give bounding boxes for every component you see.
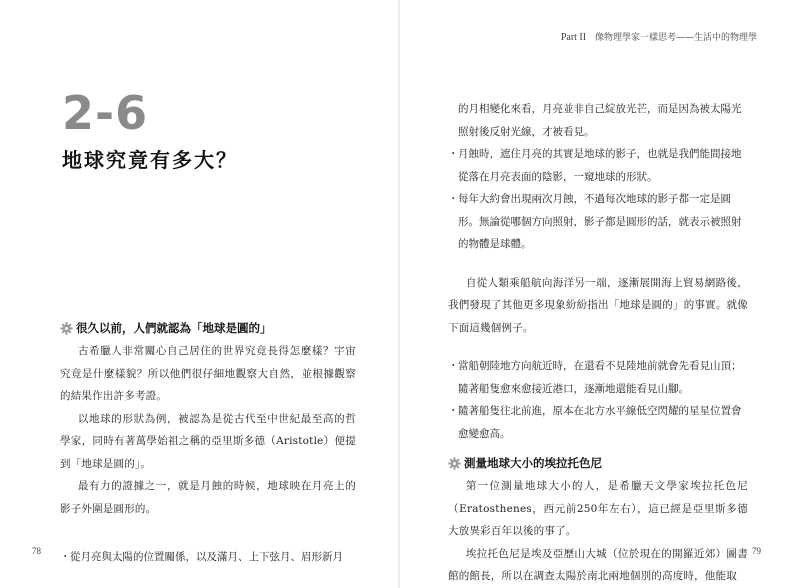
paragraph: 以地球的形狀為例，被認為是從古代至中世紀最至高的哲學家，同時有著萬學始祖之稱的亞里斯多德（Aristotle）便提到「地球是圓的」。 <box>60 412 356 470</box>
list-item <box>448 143 748 188</box>
subheading <box>448 453 748 473</box>
paragraph: 自從人類乘船航向海洋另一端，逐漸展開海上貿易網路後，我們發現了其他更多現象紛紛指出「地球是圓的」的事實。就像下面這幾個例子。 <box>448 276 748 334</box>
list-item-text: 當船朝陸地方向航近時，在還看不見陸地前就會先看見山頂；隨著船隻愈來愈接近港口，逐漸地還能看見山腳。 <box>458 360 742 395</box>
paragraph: 最有力的證據之一，就是月蝕的時候，地球映在月亮上的影子外圍是圓形的。 <box>60 480 356 515</box>
bullet-mark: ・ <box>448 360 459 372</box>
running-header <box>561 30 757 43</box>
page-number: 78 <box>32 546 41 556</box>
subheading <box>60 318 356 338</box>
list-item-text: 月蝕時，遮住月亮的其實是地球的影子，也就是我們能間接地從落在月亮表面的陰影，一窺地球的形狀。 <box>458 148 742 183</box>
paragraph: 埃拉托色尼是埃及亞歷山大城（位於現在的開羅近郊）圖書館的館長，所以在調查太陽於南北兩地個別的高度時，他能取 <box>448 547 748 582</box>
part-label: Part II <box>560 32 587 43</box>
list-item <box>448 355 748 400</box>
list-item-text: 從月亮與太陽的位置關係，以及滿月、上下弦月、眉形新月 <box>70 551 343 563</box>
running-title: 像物理學家一樣思考——生活中的物理學 <box>594 33 757 43</box>
left-column <box>60 318 356 569</box>
subheading-text: 很久以前，人們就認為「地球是圓的」 <box>76 321 272 335</box>
list-item <box>448 98 748 143</box>
section-number: 2-6 <box>62 86 149 140</box>
paragraph: 古希臘人非常關心自己居住的世界究竟長得怎麼樣？宇宙究竟是什麼樣貌？所以他們很仔細地觀察大自然，並根據觀察的結果作出許多考證。 <box>60 345 356 402</box>
subheading-text: 測量地球大小的埃拉托色尼 <box>464 456 602 470</box>
list-item-text: 的月相變化來看，月亮並非自己綻放光芒，而是因為被太陽光照射後反射光線，才被看見。 <box>458 103 742 138</box>
list-item-text: 每年大約會出現兩次月蝕，不過每次地球的影子都一定是圓形。無論從哪個方向照射，影子都是圓形的話，就表示被照射的物體是球體。 <box>458 193 742 250</box>
list-item-text: 隨著船隻往北前進，原本在北方水平線低空閃耀的星星位置會愈變愈高。 <box>458 405 742 440</box>
bullet-mark: ・ <box>60 551 71 563</box>
section-title: 地球究竟有多大？ <box>62 148 238 172</box>
paragraph: 第一位測量地球大小的人，是希臘天文學家埃拉托色尼（Eratosthenes，西元前250年左右），這已經是亞里斯多德大放異彩百年以後的事了。 <box>448 480 748 537</box>
page-gutter <box>398 0 400 588</box>
list-item <box>60 546 356 569</box>
list-item <box>448 188 748 256</box>
bullet-mark: ・ <box>448 193 459 205</box>
gear-icon <box>60 322 73 335</box>
page-number: 79 <box>752 546 761 556</box>
bullet-mark: ・ <box>448 148 459 160</box>
list-item <box>448 400 748 445</box>
right-column <box>448 98 748 588</box>
gear-icon <box>448 457 461 470</box>
bullet-mark: ・ <box>448 405 459 417</box>
